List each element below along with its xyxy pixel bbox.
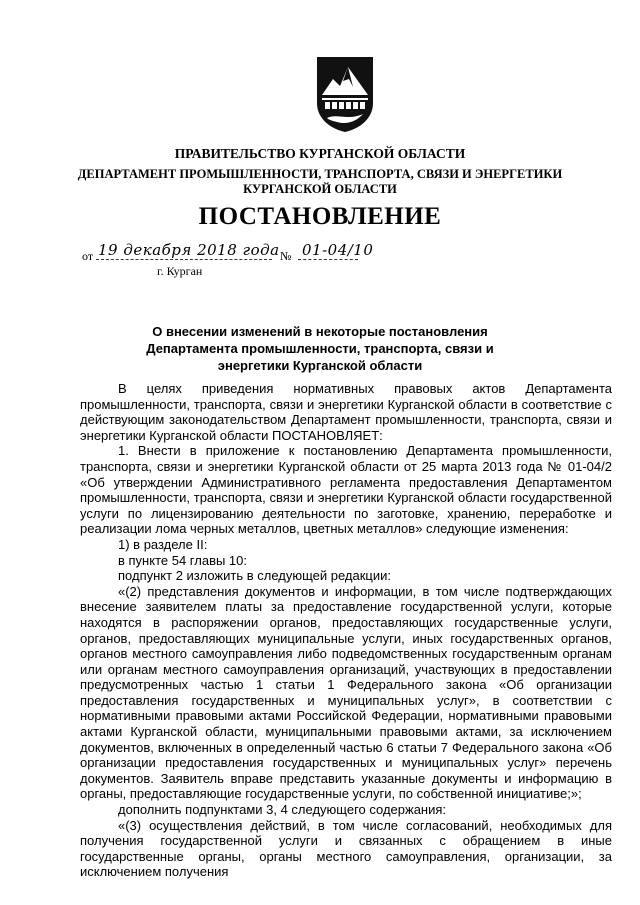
paragraph-subpoint-3-text: «(3) осуществления действий, в том числе согласований, необходимых для получения государственной услуги и связанных с обращением в иные государственные органы, органы местного самоуправления, организации, за исключением получения	[80, 817, 612, 880]
paragraph-item-1: 1. Внести в приложение к постановлению Департамента промышленности, транспорта, связи и энергетики Курганской области от 25 марта 2013 года № 01-04/2 «Об утверждении Административного регламента предоставления Департаментом промышленности, транспорта, связи и энергетики Курганской области государственной услуги по лицензированию деятельности по заготовке, хранению, переработке и реализации лома черных металлов, цветных металлов» следующие изменения:	[80, 443, 612, 537]
handwritten-date: 19 декабря 2018 года	[98, 241, 280, 259]
department-name	[0, 167, 640, 197]
handwritten-number: 01-04/10	[302, 241, 374, 259]
coat-of-arms-icon	[313, 55, 377, 133]
government-name: ПРАВИТЕЛЬСТВО КУРГАНСКОЙ ОБЛАСТИ	[174, 146, 466, 161]
from-label: от	[82, 249, 94, 263]
paragraph-supplement-intro: дополнить подпунктами 3, 4 следующего содержания:	[118, 802, 447, 818]
paragraph-subpoint-2-text: «(2) представления документов и информации, в том числе подтверждающих внесение заявителем платы за предоставление государственной услуги, которые находятся в распоряжении органов, предоставляющих государственные услуги, органов, предоставляющих муниципальные услуги, иных государственных органов, органов местного самоуправления либо подведомственных государственным органам или органам местного самоуправления организаций, участвующих в предоставлении предусмотренных частью 1 статьи 1 Федерального закона «Об организации предоставления государственных и муниципальных услуг», в соответствии с нормативными правовыми актами Российской Федерации, нормативными правовыми актами Курганской области, муниципальными правовыми актами, за исключением документов, включенных в определенный частью 6 статьи 7 Федерального закона «Об организации предоставления государственных и муниципальных услуг» перечень документов. Заявитель вправе представить указанные документы и информацию в органы, предоставляющие государственные услуги, по собственной инициативе;»;	[80, 583, 612, 802]
paragraph-section-2: 1) в разделе II:	[118, 536, 208, 552]
number-underline	[298, 259, 358, 260]
paragraph-subpoint-2-intro: подпункт 2 изложить в следующей редакции:	[118, 568, 392, 584]
date-underline	[96, 259, 272, 260]
document-body	[80, 381, 612, 880]
paragraph-point-54: в пункте 54 главы 10:	[118, 552, 247, 568]
city-label: г. Курган	[157, 264, 203, 278]
document-subject: О внесении изменений в некоторые постановления Департамента промышленности, транспорта, связи и энергетики Курганской области	[146, 324, 494, 373]
number-label: №	[280, 249, 292, 263]
paragraph-preamble: В целях приведения нормативных правовых актов Департамента промышленности, транспорта, связи и энергетики Курганской области в соответствие с действующим законодательством Департамент промышленности, транспорта, связи и энергетики Курганской области ПОСТАНОВЛЯЕТ:	[80, 381, 612, 443]
document-type-title: ПОСТАНОВЛЕНИЕ	[198, 203, 442, 230]
department-name-line1: ДЕПАРТАМЕНТ ПРОМЫШЛЕННОСТИ, ТРАНСПОРТА, СВЯЗИ И ЭНЕРГЕТИКИ	[77, 167, 563, 181]
department-name-line2: КУРГАНСКОЙ ОБЛАСТИ	[243, 182, 397, 196]
date-number-line	[80, 241, 410, 266]
